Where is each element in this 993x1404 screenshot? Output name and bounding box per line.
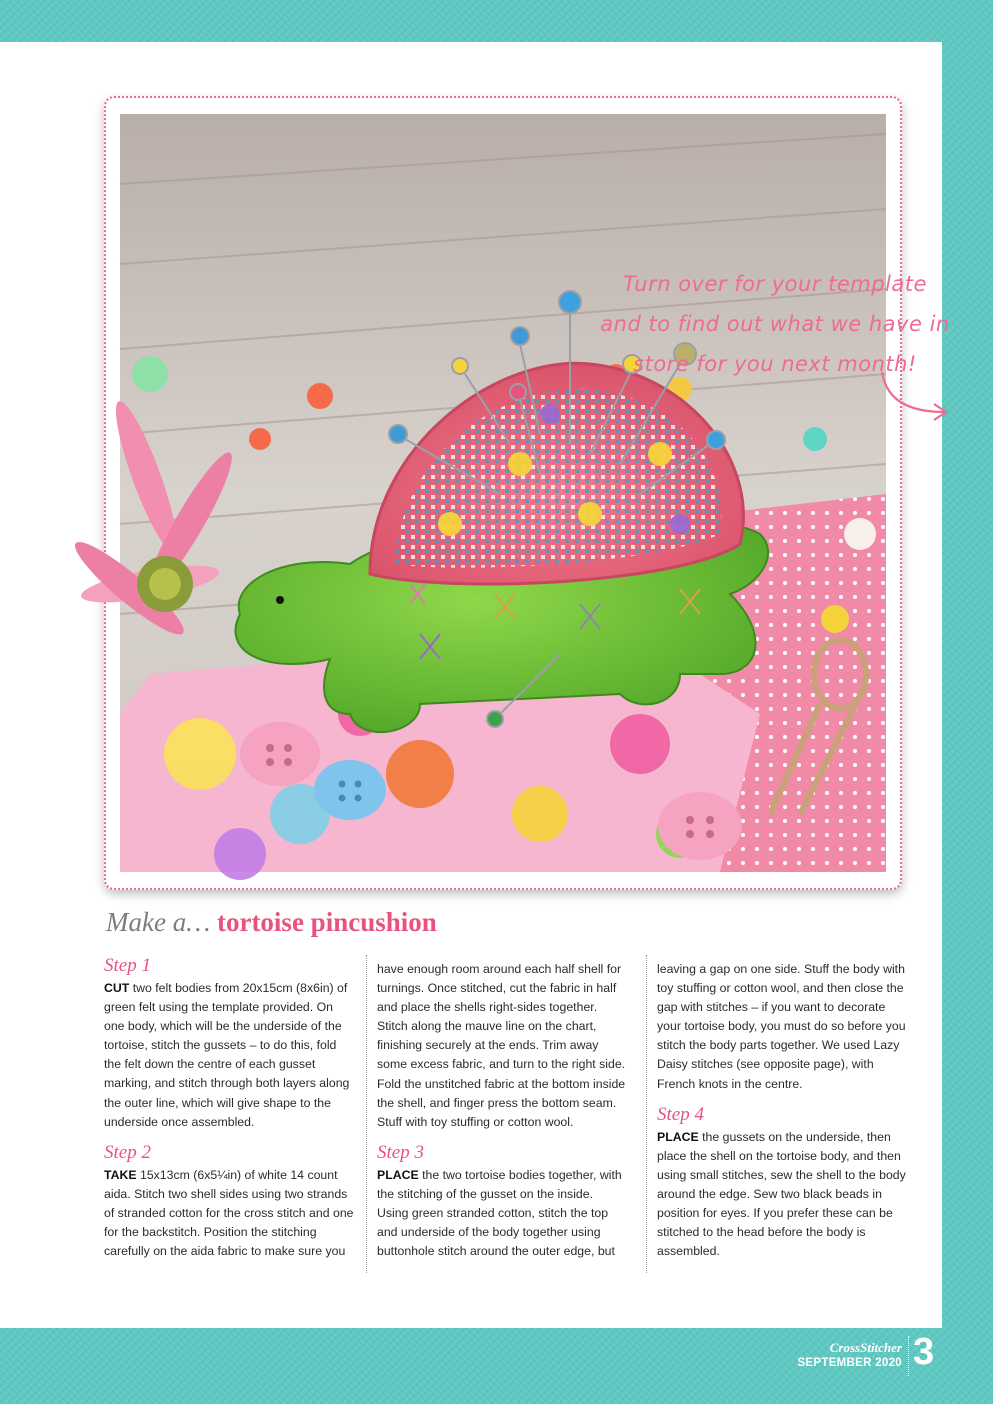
step-4-body: the gussets on the underside, then place the shell on the tortoise body, and then using small stitches, sew the shell to the body around the edge. Sew two black beads in position for eyes. If you prefer these can be stitched to the head before the body is assembled. xyxy=(657,1129,906,1259)
callout-text xyxy=(590,264,960,384)
callout-arrow-icon xyxy=(876,368,956,428)
callout-line: and to find out what we have in xyxy=(600,312,950,336)
step-3-keyword: PLACE xyxy=(377,1167,419,1182)
issue-date: SEPTEMBER 2020 xyxy=(797,1357,902,1369)
column-divider xyxy=(366,955,367,1273)
step-3-continued: leaving a gap on one side. Stuff the body with toy stuffing or cotton wool, and then close the gap with stitches – if you want to decorate your tortoise body, you must do so before you stitch the body parts together. We used Lazy Daisy stitches (see opposite page), with French knots in the centre. xyxy=(657,962,906,1091)
step-2-continued: have enough room around each half shell for turnings. Once stitched, cut the fabric in half and place the shells right-sides together. Stitch along the mauve line on the chart, finishing securely at the ends. Trim away some excess fabric, and turn to the right side. Fold the unstitched fabric at the bottom inside the shell, and finger press the bottom seam. Stuff with toy stuffing or cotton wool. xyxy=(377,962,626,1129)
callout-line: Turn over for your template xyxy=(623,272,927,296)
column-3 xyxy=(657,955,907,1261)
column-divider xyxy=(646,955,647,1273)
step-1-text xyxy=(104,979,354,1132)
magazine-brand: CrossStitcher xyxy=(829,1340,902,1355)
step-3-text xyxy=(377,1166,627,1261)
step-2-body: 15x13cm (6x5¼in) of white 14 count aida. Stitch two shell sides using two strands of stranded cotton for the cross stitch and one for the backstitch. Position the stitching carefully on the aida fabric to make sure you xyxy=(104,1167,354,1259)
step-4-keyword: PLACE xyxy=(657,1129,699,1144)
column-1 xyxy=(104,955,354,1261)
column-2 xyxy=(377,955,627,1261)
instructions xyxy=(104,955,906,1275)
step-4-title: Step 4 xyxy=(657,1103,704,1125)
step-1-title: Step 1 xyxy=(104,955,151,976)
step-4-text xyxy=(657,1128,907,1262)
step-3-title: Step 3 xyxy=(377,1141,424,1163)
step-2-text xyxy=(104,1166,354,1261)
photo-stamp-frame xyxy=(104,96,950,890)
article-title-lead: Make a… xyxy=(106,907,211,937)
article-title xyxy=(106,907,437,938)
page-number: 3 xyxy=(913,1331,935,1373)
step-2-keyword: TAKE xyxy=(104,1167,137,1182)
step-3-body: the two tortoise bodies together, with the stitching of the gusset on the inside. Using green stranded cotton, stitch the top and underside of the body together using buttonhole stitch around the outer edge, but xyxy=(377,1167,622,1259)
callout-line: store for you next month! xyxy=(633,352,917,376)
step-1-body: two felt bodies from 20x15cm (8x6in) of green felt using the template provided. On one body, which will be the underside of the tortoise, stitch the gussets – to do this, fold the felt down the centre of each gusset marking, and stitch through both layers along the outer line, which will give shape to the underside once assembled. xyxy=(104,981,350,1129)
tortoise-pincushion-photo xyxy=(120,114,950,872)
footer-divider xyxy=(908,1336,909,1376)
step-1-keyword: CUT xyxy=(104,981,130,995)
step-2-title: Step 2 xyxy=(104,1141,151,1163)
article-title-main: tortoise pincushion xyxy=(216,907,437,937)
